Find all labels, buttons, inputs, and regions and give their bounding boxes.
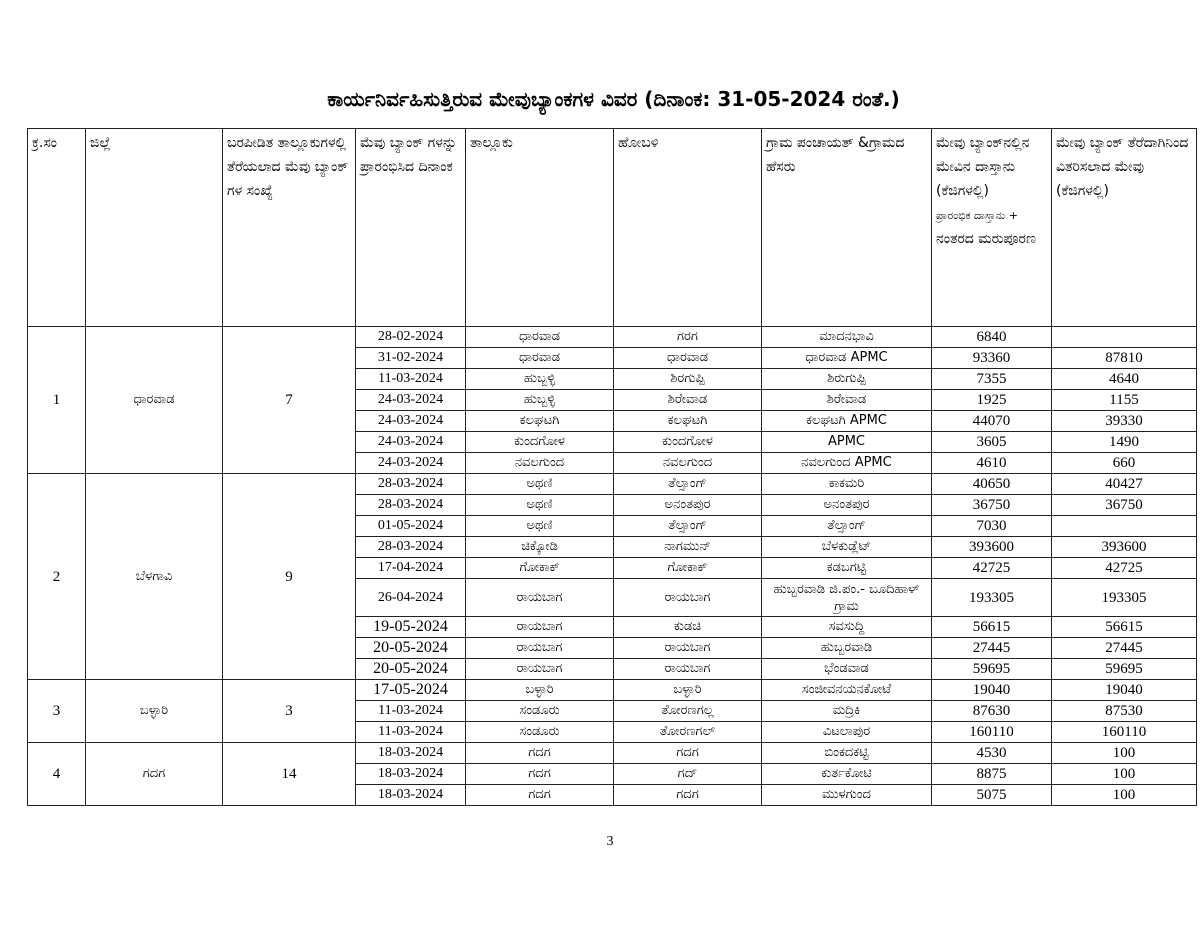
cell-hobli: ರಾಯಬಾಗ [614,659,762,680]
table-row [28,327,1197,348]
cell-village: ತೆಲ್ಸಾಂಗ್ [762,516,932,537]
cell-hobli: ಶಿರಗುಪ್ಪಿ [614,369,762,390]
cell-hobli: ಕುಡಚಿ [614,617,762,638]
cell-taluk: ಅಥಣಿ [466,495,614,516]
cell-stock: 6840 [932,327,1052,348]
cell-distributed: 193305 [1052,579,1197,617]
cell-distributed: 100 [1052,785,1197,806]
cell-hobli: ಧಾರವಾಡ [614,348,762,369]
cell-distributed [1052,516,1197,537]
header-hobli: ಹೋಬಳಿ [614,129,762,327]
cell-distributed: 27445 [1052,638,1197,659]
cell-date: 11-03-2024 [356,722,466,743]
cell-distributed: 4640 [1052,369,1197,390]
cell-distributed: 36750 [1052,495,1197,516]
cell-village: ವಿಟಲಾಪುರ [762,722,932,743]
cell-village: ಶಿರುಗುಪ್ಪಿ [762,369,932,390]
header-district: ಜಿಲ್ಲೆ [86,129,223,327]
cell-stock: 93360 [932,348,1052,369]
cell-taluk: ರಾಯಬಾಗ [466,617,614,638]
cell-village: ಬೆಳಕುಡ್ಲೆಟ್ [762,537,932,558]
cell-village: ಮದ್ರಿಕಿ [762,701,932,722]
cell-distributed [1052,327,1197,348]
group-sl: 1 [28,327,86,474]
cell-distributed: 87810 [1052,348,1197,369]
group-count: 3 [223,680,356,743]
cell-hobli: ಅನಂತಪುರ [614,495,762,516]
table-row [28,680,1197,701]
header-stock [932,129,1052,327]
cell-village: ಶಿರೇವಾಡ [762,390,932,411]
cell-village: ಅನಂತಪುರ [762,495,932,516]
cell-distributed: 100 [1052,743,1197,764]
cell-taluk: ಬಳ್ಳಾರಿ [466,680,614,701]
cell-distributed: 56615 [1052,617,1197,638]
cell-village: ಧಾರವಾಡ APMC [762,348,932,369]
cell-taluk: ರಾಯಬಾಗ [466,579,614,617]
group-sl: 4 [28,743,86,806]
header-row [28,129,1197,327]
group-count: 9 [223,474,356,680]
cell-distributed: 87530 [1052,701,1197,722]
cell-hobli: ಗೋಕಾಕ್ [614,558,762,579]
group-district: ಗದಗ [86,743,223,806]
cell-stock: 393600 [932,537,1052,558]
cell-date: 28-03-2024 [356,495,466,516]
cell-date: 20-05-2024 [356,638,466,659]
table-body [28,327,1197,806]
cell-date: 18-03-2024 [356,743,466,764]
cell-date: 18-03-2024 [356,785,466,806]
group-sl: 3 [28,680,86,743]
cell-village: ಕುರ್ತಕೋಟಿ [762,764,932,785]
cell-date: 17-05-2024 [356,680,466,701]
cell-distributed: 40427 [1052,474,1197,495]
cell-taluk: ಗೋಕಾಕ್ [466,558,614,579]
table-row [28,743,1197,764]
cell-stock: 5075 [932,785,1052,806]
cell-date: 20-05-2024 [356,659,466,680]
cell-taluk: ರಾಯಬಾಗ [466,638,614,659]
cell-distributed: 660 [1052,453,1197,474]
cell-village: APMC [762,432,932,453]
cell-stock: 87630 [932,701,1052,722]
cell-stock: 160110 [932,722,1052,743]
cell-taluk: ಕಲಘಟಗಿ [466,411,614,432]
cell-taluk: ಧಾರವಾಡ [466,348,614,369]
cell-taluk: ಹುಬ್ಬಳ್ಳಿ [466,390,614,411]
cell-distributed: 393600 [1052,537,1197,558]
cell-date: 11-03-2024 [356,701,466,722]
cell-hobli: ತೋರಣಗಲ್ [614,722,762,743]
cell-taluk: ಕುಂದಗೋಳ [466,432,614,453]
cell-village: ಸವಸುದ್ದಿ [762,617,932,638]
cell-taluk: ಧಾರವಾಡ [466,327,614,348]
cell-date: 17-04-2024 [356,558,466,579]
cell-hobli: ತೆಲ್ಸಾಂಗ್ [614,516,762,537]
cell-date: 24-03-2024 [356,432,466,453]
cell-hobli: ರಾಯಬಾಗ [614,638,762,659]
cell-hobli: ಶಿರೇವಾಡ [614,390,762,411]
cell-distributed: 1155 [1052,390,1197,411]
cell-stock: 8875 [932,764,1052,785]
cell-stock: 44070 [932,411,1052,432]
table-row [28,474,1197,495]
cell-village: ನವಲಗುಂದ APMC [762,453,932,474]
cell-hobli: ಗದಗ [614,785,762,806]
header-taluk: ತಾಲ್ಲೂಕು [466,129,614,327]
cell-stock: 193305 [932,579,1052,617]
cell-stock: 4530 [932,743,1052,764]
cell-stock: 56615 [932,617,1052,638]
cell-village: ಹುಬ್ಬರವಾಡಿ [762,638,932,659]
group-sl: 2 [28,474,86,680]
cell-stock: 4610 [932,453,1052,474]
cell-stock: 40650 [932,474,1052,495]
cell-village: ಬಿಂಕದಕಟ್ಟಿ [762,743,932,764]
cell-hobli: ಬಳ್ಳಾರಿ [614,680,762,701]
header-count: ಬರಪೀಡಿತ ತಾಲ್ಲೂಕುಗಳಲ್ಲಿ ತೆರೆಯಲಾದ ಮೆವು ಬ್ಯಾಂಕ್ ಗಳ ಸಂಖ್ಯೆ [223,129,356,327]
group-district: ಬಳ್ಳಾರಿ [86,680,223,743]
cell-taluk: ಸಂಡೂರು [466,722,614,743]
cell-date: 11-03-2024 [356,369,466,390]
cell-taluk: ನವಲಗುಂದ [466,453,614,474]
cell-hobli: ಗರಗ [614,327,762,348]
cell-village: ಕಾಕಮರಿ [762,474,932,495]
cell-hobli: ನವಲಗುಂದ [614,453,762,474]
cell-date: 19-05-2024 [356,617,466,638]
cell-date: 28-03-2024 [356,537,466,558]
cell-date: 18-03-2024 [356,764,466,785]
document-title: ಕಾರ್ಯನಿರ್ವಹಿಸುತ್ತಿರುವ ಮೇವುಬ್ಯಾಂಕಗಳ ವಿವರ (ದಿನಾಂಕ: 31-05-2024 ರಂತೆ.) [327,87,900,111]
cell-hobli: ಗದ್ [614,764,762,785]
page-number: 3 [606,834,614,849]
cell-hobli: ತೋರಣಗಲ್ಲ [614,701,762,722]
cell-village: ಮುಳಗುಂದ [762,785,932,806]
header-village: ಗ್ರಾಮ ಪಂಚಾಯತ್ &ಗ್ರಾಮದ ಹೆಸರು [762,129,932,327]
cell-village: ಹುಬ್ಬರವಾಡಿ ಜಿ.ಪಂ.- ಬೂದಿಹಾಳ್ ಗ್ರಾಮ [762,579,932,617]
cell-village: ಮಾದನಭಾವಿ [762,327,932,348]
group-count: 14 [223,743,356,806]
cell-date: 31-02-2024 [356,348,466,369]
fodder-bank-table [27,128,1197,806]
cell-hobli: ರಾಯಬಾಗ [614,579,762,617]
cell-taluk: ಗದಗ [466,743,614,764]
header-distributed: ಮೇವು ಬ್ಯಾಂಕ್ ತೆರೆದಾಗಿನಿಂದ ವಿತರಿಸಲಾದ ಮೇವು (ಕೆಜಿಗಳಲ್ಲಿ) [1052,129,1197,327]
cell-village: ಭೆಂಡವಾಡ [762,659,932,680]
cell-date: 28-03-2024 [356,474,466,495]
cell-hobli: ನಾಗಮುನ್ [614,537,762,558]
cell-date: 26-04-2024 [356,579,466,617]
cell-stock: 27445 [932,638,1052,659]
cell-hobli: ಗದಗ [614,743,762,764]
cell-taluk: ಅಥಣಿ [466,516,614,537]
cell-stock: 7030 [932,516,1052,537]
cell-date: 24-03-2024 [356,390,466,411]
cell-stock: 42725 [932,558,1052,579]
cell-stock: 3605 [932,432,1052,453]
cell-distributed: 1490 [1052,432,1197,453]
cell-distributed: 39330 [1052,411,1197,432]
cell-stock: 36750 [932,495,1052,516]
cell-distributed: 100 [1052,764,1197,785]
cell-date: 01-05-2024 [356,516,466,537]
cell-distributed: 19040 [1052,680,1197,701]
cell-taluk: ಹುಬ್ಬಳ್ಳಿ [466,369,614,390]
cell-stock: 59695 [932,659,1052,680]
group-district: ಧಾರವಾಡ [86,327,223,474]
cell-hobli: ತೆಲ್ಸಾಂಗ್ [614,474,762,495]
cell-village: ಸಂಜೀವನಯನಕೋಟೆ [762,680,932,701]
cell-date: 28-02-2024 [356,327,466,348]
group-count: 7 [223,327,356,474]
cell-village: ಕಡಬಗಟ್ಟಿ [762,558,932,579]
header-start-date: ಮೆವು ಬ್ಯಾಂಕ್ ಗಳನ್ನು ಪ್ರಾರಂಭಿಸಿದ ದಿನಾಂಕ [356,129,466,327]
cell-taluk: ರಾಯಬಾಗ [466,659,614,680]
header-sl: ಕ್ರ.ಸಂ [28,129,86,327]
cell-distributed: 59695 [1052,659,1197,680]
cell-date: 24-03-2024 [356,453,466,474]
cell-distributed: 160110 [1052,722,1197,743]
cell-village: ಕಲಘಟಗಿ APMC [762,411,932,432]
cell-distributed: 42725 [1052,558,1197,579]
cell-taluk: ಅಥಣಿ [466,474,614,495]
cell-hobli: ಕುಂದಗೋಳ [614,432,762,453]
cell-taluk: ಸಂಡೂರು [466,701,614,722]
cell-taluk: ಗದಗ [466,785,614,806]
header-stock-main: ಮೇವು ಬ್ಯಾಂಕ್‌ನಲ್ಲಿನ ಮೇವಿನ ದಾಸ್ತಾನು (ಕೆಜಿಗಳಲ್ಲಿ) [936,135,1030,199]
cell-taluk: ಚಿಕ್ಕೋಡಿ [466,537,614,558]
cell-stock: 1925 [932,390,1052,411]
cell-stock: 19040 [932,680,1052,701]
cell-taluk: ಗದಗ [466,764,614,785]
header-stock-tail: ನಂತರದ ಮರುಪೂರಣ [936,231,1036,247]
header-stock-note: ಪ್ರಾರಂಭಿಕ ದಾಸ್ತಾನು + [936,209,1018,222]
cell-hobli: ಕಲಘಟಗಿ [614,411,762,432]
cell-date: 24-03-2024 [356,411,466,432]
group-district: ಬೆಳಗಾವಿ [86,474,223,680]
cell-stock: 7355 [932,369,1052,390]
